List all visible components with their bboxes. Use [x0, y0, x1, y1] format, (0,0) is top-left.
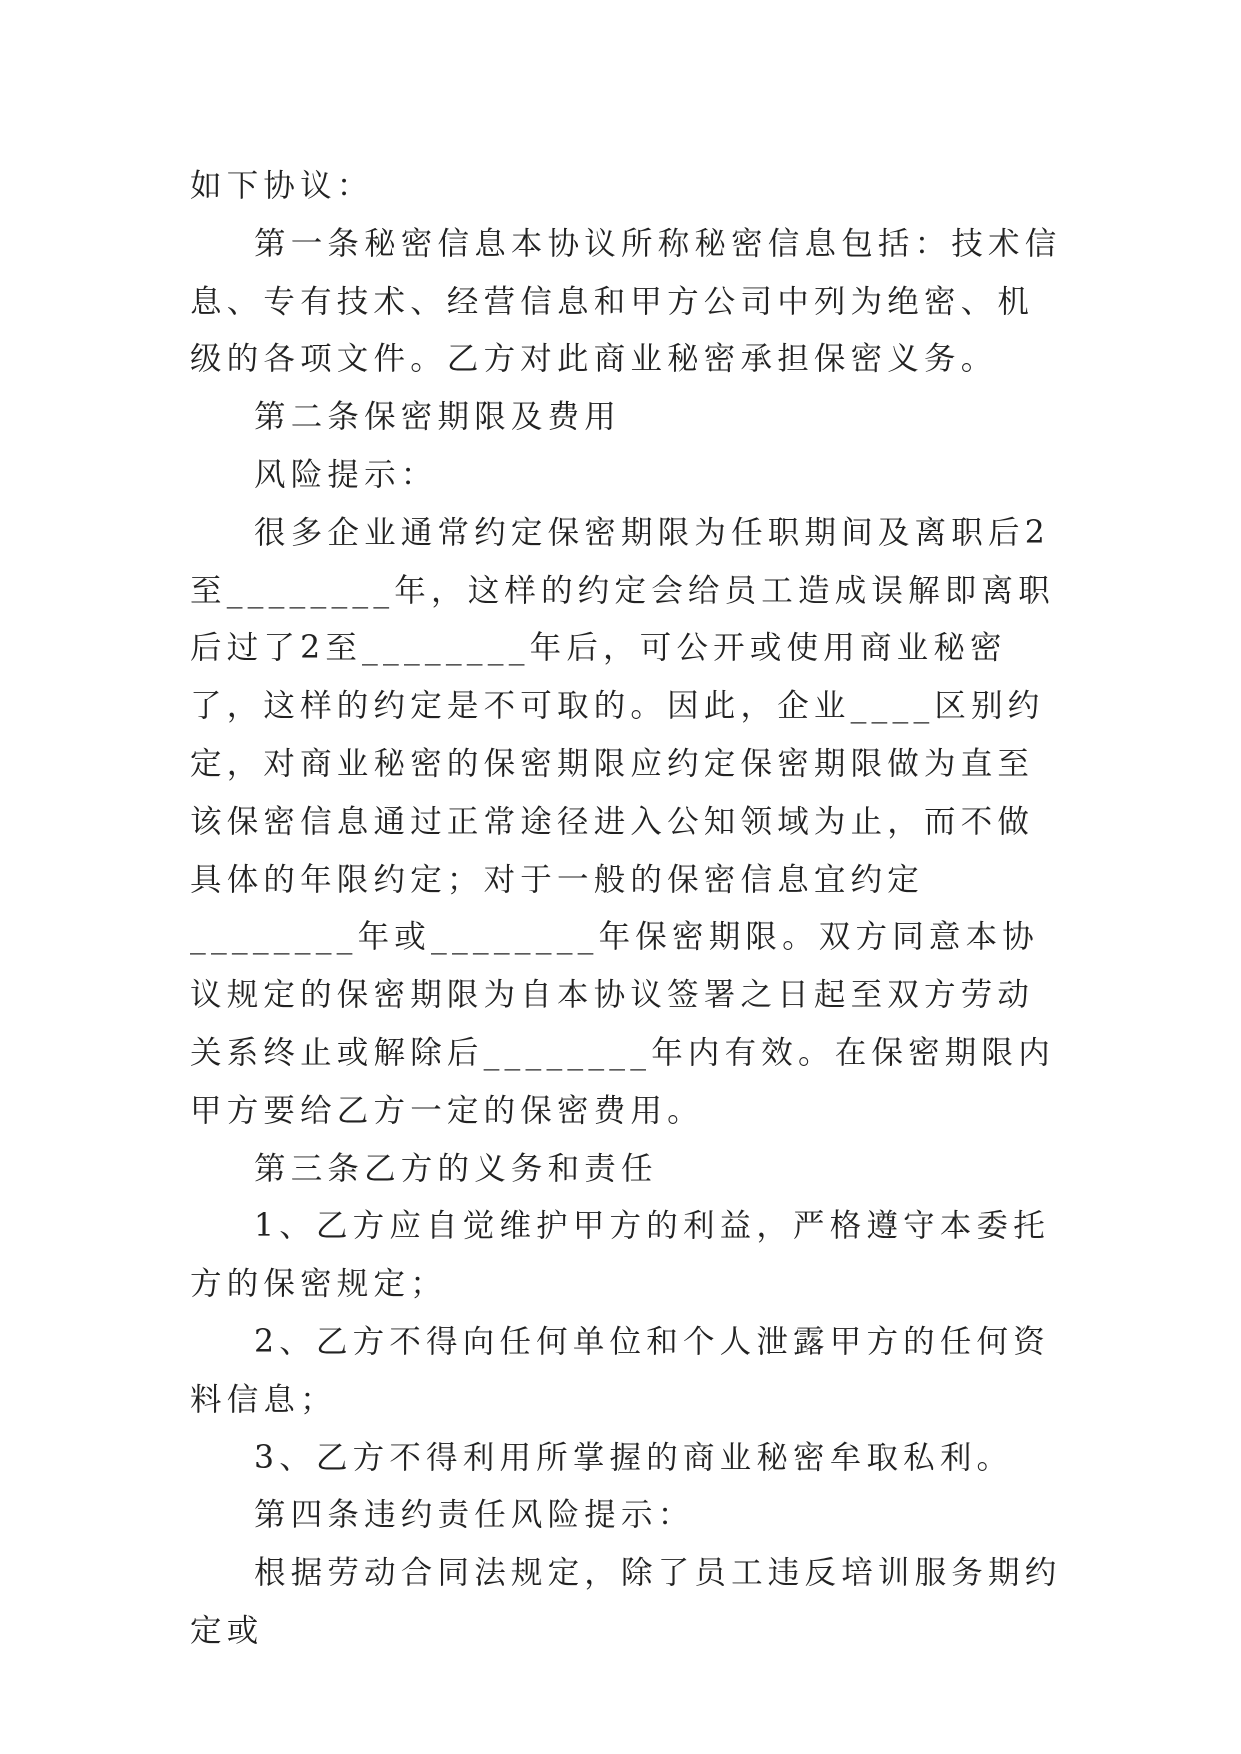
paragraph-risk-tip-body: 很多企业通常约定保密期限为任职期间及离职后2至________年，这样的约定会给员工造成误解即离职后过了2至________年后，可公开或使用商业秘密了，这样的约定是不可取的。因此，企业____区别约定，对商业秘密的保密期限应约定保密期限做为直至该保密信息通过正常途径进入公知领域为止，而不做具体的年限约定；对于一般的保密信息宜约定________年或________年保密期限。双方同意本协议规定的保密期限为自本协议签署之日起至双方劳动关系终止或解除后________年内有效。在保密期限内甲方要给乙方一定的保密费用。 [190, 514, 1055, 1129]
paragraph-risk-tip-heading: 风险提示： [254, 456, 438, 493]
paragraph-obligation-1: 1、乙方应自觉维护甲方的利益，严格遵守本委托方的保密规定； [190, 1208, 1050, 1303]
paragraph-article-1: 第一条秘密信息本协议所称秘密信息包括：技术信息、专有技术、经营信息和甲方公司中列为绝密、机级的各项文件。乙方对此商业秘密承担保密义务。 [190, 225, 1062, 378]
paragraph-intro: 如下协议： [190, 168, 374, 204]
paragraph-article-2-heading: 第二条保密期限及费用 [254, 399, 622, 436]
paragraph-article-4-body: 根据劳动合同法规定，除了员工违反培训服务期约定或 [190, 1555, 1062, 1649]
paragraph-article-3-heading: 第三条乙方的义务和责任 [254, 1150, 658, 1187]
paragraph-article-4-heading: 第四条违约责任风险提示： [254, 1497, 695, 1534]
document-body [190, 158, 1070, 1661]
paragraph-obligation-3: 3、乙方不得利用所掌握的商业秘密牟取私利。 [254, 1439, 1014, 1476]
paragraph-obligation-2: 2、乙方不得向任何单位和个人泄露甲方的任何资料信息； [190, 1323, 1050, 1418]
